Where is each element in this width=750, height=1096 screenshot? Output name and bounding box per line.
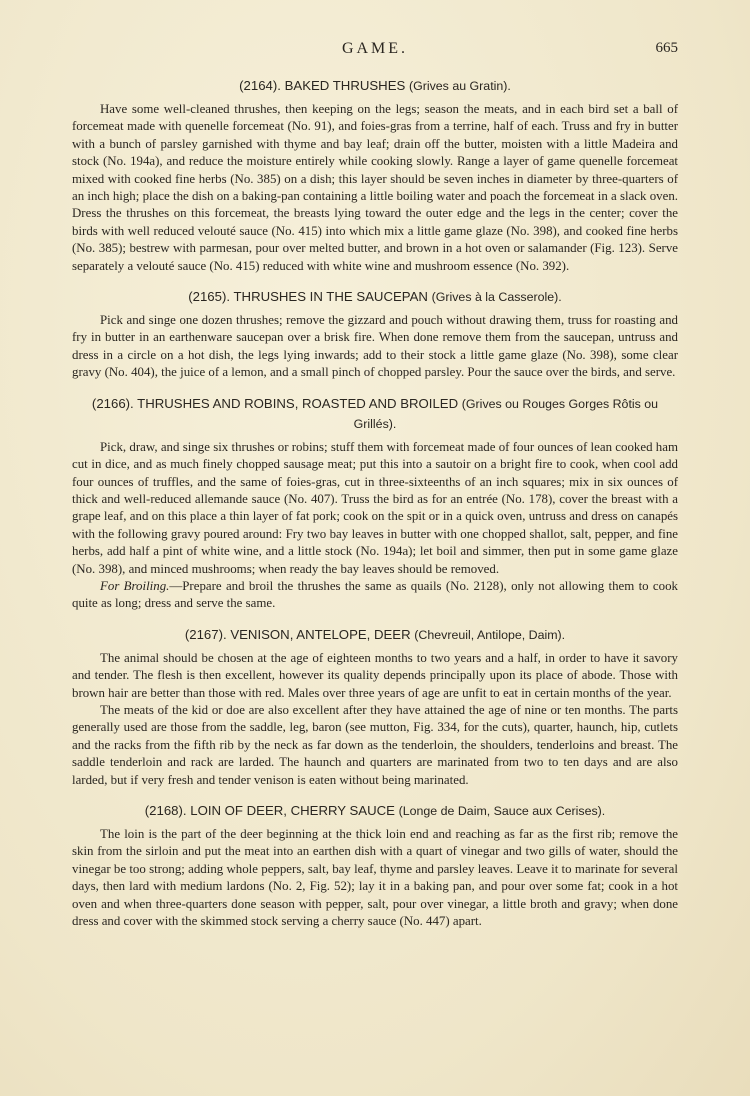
recipe-title	[72, 394, 678, 434]
recipe-paragraph	[72, 826, 678, 930]
paragraph-text: The animal should be chosen at the age of eighteen months to two years and a half, in order to have it savory and tender. The flesh is then excellent, however its quality depends principally upon its place of abode. Those with brown hair are better than those with red. Males over three years of age are unfit to eat in certain months of the year.	[72, 650, 678, 700]
recipe-title	[72, 801, 678, 821]
paragraph-lead: For Broiling.	[100, 578, 170, 593]
paragraph-text: The loin is the part of the deer beginning at the thick loin end and reaching as far as the first rib; remove the skin from the sirloin and put the meat into an earthen dish with a quart of vinegar and two gills of water, should the vinegar be too strong; adding whole peppers, salt, bay leaf, thyme and parsley leaves. Leave it to marinate for several days, then lard with medium lardons (No. 2, Fig. 52); lay it in a baking pan, and pour over some fat; cook in a hot oven and when three-quarters done season with pepper, salt, pour over vinegar, a little broth and gravy; when done dress and cover with the skimmed stock serving a cherry sauce (No. 447) apart.	[72, 827, 678, 929]
recipe-name: THRUSHES AND ROBINS, ROASTED AND BROILED	[137, 395, 459, 411]
page-number: 665	[655, 40, 678, 56]
recipe-name: VENISON, ANTELOPE, DEER	[230, 626, 411, 642]
recipe-title	[72, 625, 678, 645]
recipe-number: (2164).	[239, 78, 281, 93]
recipe-name: LOIN OF DEER, CHERRY SAUCE	[190, 803, 395, 818]
recipe-paragraph	[72, 650, 678, 702]
recipe-paragraph	[72, 702, 678, 789]
recipe-french-name: (Grives au Gratin).	[408, 79, 511, 93]
recipe-name: BAKED THRUSHES	[284, 78, 406, 93]
paragraph-text: Have some well-cleaned thrushes, then keeping on the legs; season the meats, and in each bird set a ball of forcemeat made with quenelle forcemeat (No. 91), and foies-gras from a terrine, half of each. Truss and fry in butter with a bunch of parsley garnished with thyme and bay leaf; drain off the butter, moisten with a little Madeira and stock (No. 194a), and reduce the moisture entirely while cooking slowly. Range a layer of game quenelle forcemeat mixed with cooked fine herbs (No. 385) on a dish; this layer should be seven inches in diameter by three-quarters of an inch high; place the dish on a baking-pan containing a little boiling water and poach the forcemeat in a slack oven. Dress the thrushes on this forcemeat, the breasts lying toward the outer edge and the legs in the center; cover the birds with well reduced velouté sauce (No. 415) into which mix a little game glaze (No. 398), and cooked fine herbs (No. 385); bestrew with parmesan, pour over melted butter, and brown in a hot oven or salamander (Fig. 123). Serve separately a velouté sauce (No. 415) reduced with white wine and mushroom essence (No. 392).	[72, 102, 678, 273]
recipe-paragraph	[72, 578, 678, 613]
paragraph-text: Pick and singe one dozen thrushes; remove the gizzard and pouch without drawing them, truss for roasting and fry in butter in an earthenware saucepan over a brisk fire. When done remove them from the saucepan, untruss and dress in a circle on a hot dish, the legs lying inwards; add to their stock a little game glaze (No. 398), some clear gravy (No. 404), the juice of a lemon, and a small pinch of chopped parsley. Pour the sauce over the birds, and serve.	[72, 313, 678, 380]
running-title: GAME.	[341, 40, 409, 57]
recipe-number: (2166).	[91, 395, 134, 411]
recipe-paragraph	[72, 312, 678, 382]
recipe-2165	[72, 287, 678, 382]
recipe-french-name: (Chevreuil, Antilope, Daim).	[414, 627, 566, 642]
recipe-number: (2165).	[188, 289, 231, 305]
recipe-french-name: (Grives ou Rouges Gorges Rôtis ou Grillés).	[353, 396, 659, 431]
recipe-paragraph	[72, 439, 678, 578]
recipe-name: THRUSHES IN THE SAUCEPAN	[233, 289, 428, 305]
paragraph-text: —Prepare and broil the thrushes the same as quails (No. 2128), only not allowing them to cook quite as long; dress and serve the same.	[72, 578, 678, 611]
paragraph-text: Pick, draw, and singe six thrushes or robins; stuff them with forcemeat made of four ounces of lean cooked ham cut in dice, and as much finely chopped sausage meat; put this into a sautoir on a bright fire to cook, when cool add four ounces of truffles, and the same of foies-gras, cut in three-sixteenths of an inch squares; mix in six ounces of thick and well-reduced allemande sauce (No. 407). Truss the bird as for an entrée (No. 178), cover the breast with a grape leaf, and on this place a thin layer of fat pork; cook on the spit or in a quick oven, untruss and dress on canapés with the following gravy poured around: Fry two bay leaves in butter with one chopped shallot, salt, pepper, and fine herbs, add half a pint of white wine, and a little stock (No. 194a); let boil and simmer, then put in some game glaze (No. 398), and minced mushrooms; when ready the bay leaves should be removed.	[72, 439, 678, 576]
recipe-paragraph	[72, 101, 678, 275]
recipe-title	[72, 287, 678, 307]
running-head	[72, 40, 678, 62]
paragraph-text: The meats of the kid or doe are also excellent after they have attained the age of nine or ten months. The parts generally used are those from the saddle, leg, baron (see mutton, Fig. 334, for the cuts), quarter, haunch, hip, cutlets and the racks from the fifth rib by the neck as far down as the tenderloin, the shoulders, tenderloins and breast. The saddle tenderloin and rack are larded. The haunch and quarters are marinated from two to ten days and are also larded, but if very fresh and tender venison is eaten without being marinated.	[72, 702, 678, 787]
recipe-french-name: (Grives à la Casserole).	[431, 290, 562, 305]
recipe-2167	[72, 625, 678, 789]
recipe-title	[72, 76, 678, 96]
recipe-number: (2168).	[144, 803, 187, 818]
recipe-2164	[72, 76, 678, 275]
recipe-2168	[72, 801, 678, 930]
recipe-2166	[72, 394, 678, 613]
recipe-french-name: (Longe de Daim, Sauce aux Cerises).	[398, 804, 606, 818]
recipe-number: (2167).	[184, 626, 227, 642]
